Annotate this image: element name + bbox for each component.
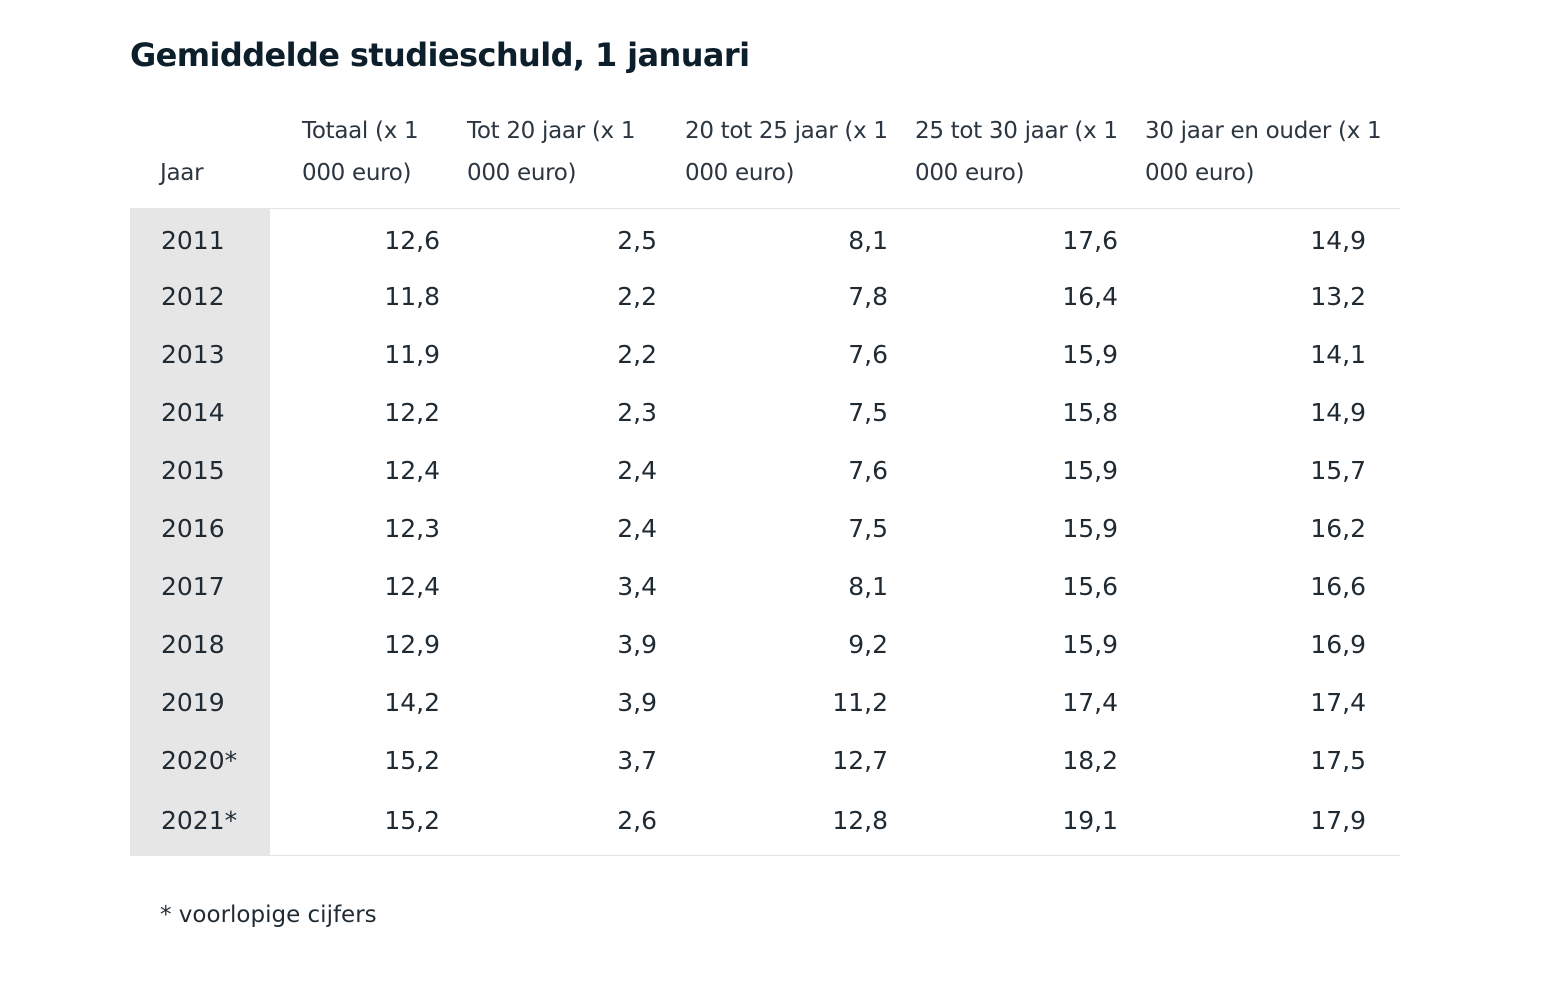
table-header <box>130 110 1400 209</box>
footnote: * voorlopige cijfers <box>160 902 377 928</box>
cell-20-tot-25-jaar: 8,1 <box>848 571 888 601</box>
cell-totaal: 15,2 <box>384 745 440 775</box>
cell-tot-20-jaar: 2,4 <box>617 513 657 543</box>
cell-totaal: 12,9 <box>384 629 440 659</box>
table-row <box>130 383 1400 441</box>
cell-jaar: 2020* <box>130 731 270 789</box>
cell-totaal: 14,2 <box>384 687 440 717</box>
column-header-20-tot-25-jaar: 20 tot 25 jaar (x 1 000 euro) <box>672 110 902 209</box>
studieschuld-table <box>130 110 1400 856</box>
cell-tot-20-jaar: 2,3 <box>617 397 657 427</box>
cell-30-jaar-en-ouder: 16,2 <box>1310 513 1366 543</box>
cell-jaar: 2012 <box>130 267 270 325</box>
cell-tot-20-jaar: 2,2 <box>617 339 657 369</box>
column-header-jaar: Jaar <box>130 110 270 209</box>
table-row <box>130 209 1400 268</box>
cell-20-tot-25-jaar: 7,5 <box>848 397 888 427</box>
cell-20-tot-25-jaar: 7,6 <box>848 455 888 485</box>
cell-20-tot-25-jaar: 12,8 <box>672 789 902 856</box>
cell-20-tot-25-jaar: 7,8 <box>848 281 888 311</box>
column-header-totaal: Totaal (x 1 000 euro) <box>270 110 453 209</box>
cell-25-tot-30-jaar: 15,6 <box>1062 571 1118 601</box>
table-row <box>130 673 1400 731</box>
studieschuld-table-container <box>130 110 1400 856</box>
cell-20-tot-25-jaar: 11,2 <box>832 687 888 717</box>
cell-20-tot-25-jaar: 7,5 <box>848 513 888 543</box>
page-title: Gemiddelde studieschuld, 1 januari <box>130 36 750 74</box>
cell-tot-20-jaar: 2,6 <box>453 789 672 856</box>
table-body <box>130 209 1400 856</box>
cell-20-tot-25-jaar: 9,2 <box>848 629 888 659</box>
cell-30-jaar-en-ouder: 16,9 <box>1310 629 1366 659</box>
cell-30-jaar-en-ouder: 16,6 <box>1310 571 1366 601</box>
cell-30-jaar-en-ouder: 15,7 <box>1310 455 1366 485</box>
cell-jaar: 2018 <box>130 615 270 673</box>
cell-30-jaar-en-ouder: 14,9 <box>1310 225 1366 255</box>
cell-25-tot-30-jaar: 18,2 <box>1062 745 1118 775</box>
cell-30-jaar-en-ouder: 14,9 <box>1310 397 1366 427</box>
cell-tot-20-jaar: 3,4 <box>617 571 657 601</box>
cell-jaar: 2021* <box>130 789 270 856</box>
table-row <box>130 731 1400 789</box>
cell-25-tot-30-jaar: 15,8 <box>1062 397 1118 427</box>
cell-30-jaar-en-ouder: 13,2 <box>1310 281 1366 311</box>
cell-jaar: 2014 <box>130 383 270 441</box>
column-header-tot-20-jaar: Tot 20 jaar (x 1 000 euro) <box>453 110 672 209</box>
table-row <box>130 615 1400 673</box>
table-row <box>130 267 1400 325</box>
table-row <box>130 499 1400 557</box>
cell-tot-20-jaar: 3,9 <box>617 629 657 659</box>
cell-jaar: 2011 <box>130 209 270 268</box>
cell-20-tot-25-jaar: 12,7 <box>832 745 888 775</box>
cell-totaal: 15,2 <box>270 789 453 856</box>
cell-20-tot-25-jaar: 8,1 <box>848 225 888 255</box>
cell-25-tot-30-jaar: 17,4 <box>1062 687 1118 717</box>
cell-25-tot-30-jaar: 16,4 <box>1062 281 1118 311</box>
cell-totaal: 11,9 <box>384 339 440 369</box>
cell-tot-20-jaar: 2,5 <box>617 225 657 255</box>
cell-30-jaar-en-ouder: 17,9 <box>1132 789 1400 856</box>
cell-25-tot-30-jaar: 17,6 <box>1062 225 1118 255</box>
cell-30-jaar-en-ouder: 14,1 <box>1310 339 1366 369</box>
table-header-row <box>130 110 1400 209</box>
cell-25-tot-30-jaar: 15,9 <box>1062 513 1118 543</box>
cell-jaar: 2013 <box>130 325 270 383</box>
cell-25-tot-30-jaar: 19,1 <box>902 789 1132 856</box>
cell-jaar: 2016 <box>130 499 270 557</box>
cell-totaal: 11,8 <box>384 281 440 311</box>
cell-jaar: 2015 <box>130 441 270 499</box>
cell-tot-20-jaar: 3,9 <box>617 687 657 717</box>
cell-30-jaar-en-ouder: 17,4 <box>1310 687 1366 717</box>
cell-25-tot-30-jaar: 15,9 <box>1062 455 1118 485</box>
table-row <box>130 557 1400 615</box>
cell-25-tot-30-jaar: 15,9 <box>1062 339 1118 369</box>
column-header-25-tot-30-jaar: 25 tot 30 jaar (x 1 000 euro) <box>902 110 1132 209</box>
table-row <box>130 441 1400 499</box>
cell-totaal: 12,3 <box>384 513 440 543</box>
cell-totaal: 12,6 <box>384 225 440 255</box>
cell-totaal: 12,2 <box>384 397 440 427</box>
cell-totaal: 12,4 <box>384 455 440 485</box>
table-row <box>130 789 1400 856</box>
cell-25-tot-30-jaar: 15,9 <box>1062 629 1118 659</box>
cell-20-tot-25-jaar: 7,6 <box>848 339 888 369</box>
cell-totaal: 12,4 <box>384 571 440 601</box>
cell-jaar: 2017 <box>130 557 270 615</box>
cell-tot-20-jaar: 3,7 <box>617 745 657 775</box>
cell-tot-20-jaar: 2,2 <box>617 281 657 311</box>
column-header-30-jaar-en-ouder: 30 jaar en ouder (x 1 000 euro) <box>1132 110 1400 209</box>
table-row <box>130 325 1400 383</box>
cell-tot-20-jaar: 2,4 <box>617 455 657 485</box>
cell-jaar: 2019 <box>130 673 270 731</box>
cell-30-jaar-en-ouder: 17,5 <box>1310 745 1366 775</box>
